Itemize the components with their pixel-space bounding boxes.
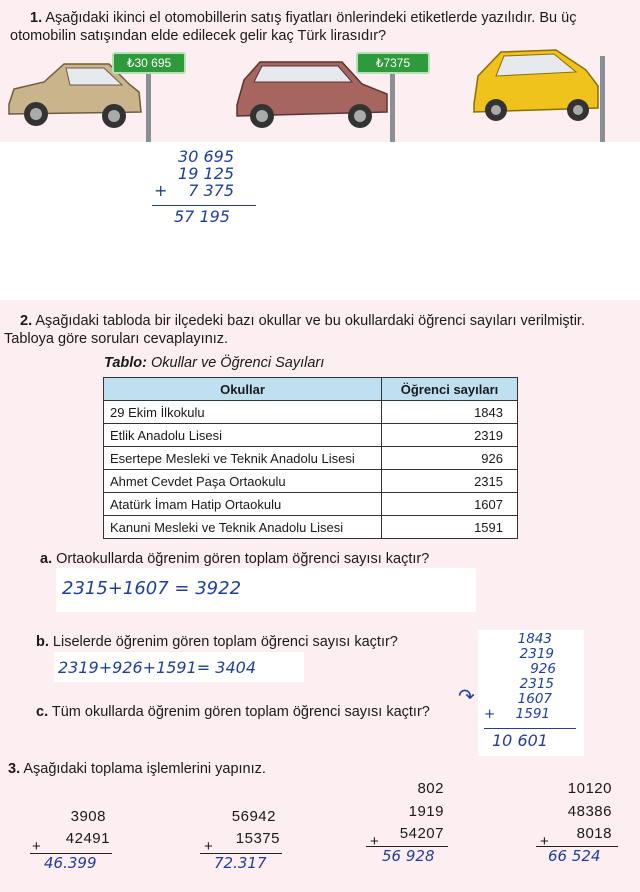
addition-problem-1 bbox=[30, 808, 112, 872]
table-header-row bbox=[104, 378, 518, 401]
school-cell: 29 Ekim İlkokulu bbox=[104, 401, 382, 424]
work-line: 1607 bbox=[517, 691, 552, 707]
school-cell: Etlik Anadolu Lisesi bbox=[104, 424, 382, 447]
subquestion-text: Tüm okullarda öğrenim gören toplam öğrenci sayısı kaçtır? bbox=[51, 704, 430, 720]
handwritten-answer-a: 2315+1607 = 3922 bbox=[62, 578, 242, 599]
arrow-icon: ↷ bbox=[458, 684, 475, 708]
count-cell: 1591 bbox=[382, 516, 518, 539]
work-line: 7 375 bbox=[188, 181, 234, 200]
question-1 bbox=[10, 9, 635, 45]
table-row bbox=[104, 516, 518, 539]
work-line: 2319 bbox=[519, 646, 554, 662]
school-cell: Ahmet Cevdet Paşa Ortaokulu bbox=[104, 470, 382, 493]
addend: 802 bbox=[417, 780, 444, 797]
column-header: Öğrenci sayıları bbox=[382, 378, 518, 401]
addend: 56942 bbox=[231, 808, 276, 825]
subquestion-a bbox=[40, 550, 429, 568]
handwritten-answer-b: 2319+926+1591= 3404 bbox=[58, 658, 256, 677]
question-text: Aşağıdaki toplama işlemlerini yapınız. bbox=[23, 761, 266, 777]
addend: 48386 bbox=[567, 803, 612, 820]
addend: 15375 bbox=[235, 830, 280, 847]
question-text-line1: Aşağıdaki ikinci el otomobillerin satış fiyatları önlerindeki etiketlerde yazılıdır. Bu üç bbox=[45, 10, 577, 26]
sign-pole bbox=[600, 56, 605, 142]
table-caption bbox=[104, 355, 324, 371]
answer-area-1 bbox=[0, 142, 640, 300]
plus-sign: + bbox=[370, 833, 380, 850]
subquestion-text: Ortaokullarda öğrenim gören toplam öğrenci sayısı kaçtır? bbox=[56, 551, 430, 567]
question-text-line1: Aşağıdaki tabloda bir ilçedeki bazı okullar ve bu okullardaki öğrenci sayıları verilmiştir. bbox=[35, 313, 585, 329]
addend: 54207 bbox=[399, 825, 444, 842]
subquestion-label: a. bbox=[40, 551, 53, 567]
question-text-line2: otomobilin satışından elde edilecek gelir kaç Türk lirasıdır? bbox=[10, 28, 387, 44]
work-line: 1843 bbox=[517, 631, 552, 647]
school-cell: Kanuni Mesleki ve Teknik Anadolu Lisesi bbox=[104, 516, 382, 539]
school-cell: Atatürk İmam Hatip Ortaokulu bbox=[104, 493, 382, 516]
handwritten-answer: 72.317 bbox=[214, 854, 267, 872]
plus-sign: + bbox=[484, 706, 496, 722]
plus-sign: + bbox=[154, 181, 168, 200]
question-number: 3. bbox=[8, 761, 21, 777]
handwritten-work-q1 bbox=[152, 148, 262, 225]
column-header: Okullar bbox=[104, 378, 382, 401]
question-number: 1. bbox=[30, 10, 43, 26]
sign-pole bbox=[390, 66, 395, 142]
work-line: 1591 bbox=[515, 706, 550, 722]
work-line: 926 bbox=[530, 661, 556, 677]
school-cell: Esertepe Mesleki ve Teknik Anadolu Lisesi bbox=[104, 447, 382, 470]
addend: 1919 bbox=[408, 803, 444, 820]
addend: 3908 bbox=[70, 808, 106, 825]
work-result: 10 601 bbox=[492, 731, 548, 750]
caption-label: Tablo: bbox=[104, 355, 147, 371]
handwritten-answer: 56 928 bbox=[382, 847, 435, 865]
addend: 8018 bbox=[576, 825, 612, 842]
table-row bbox=[104, 447, 518, 470]
count-cell: 2315 bbox=[382, 470, 518, 493]
subquestion-b bbox=[36, 633, 398, 651]
handwritten-work-q2 bbox=[484, 632, 576, 748]
subquestion-label: b. bbox=[36, 634, 49, 650]
car-hatchback-image bbox=[466, 46, 606, 126]
table-row bbox=[104, 424, 518, 447]
table-row bbox=[104, 470, 518, 493]
price-tag: ₺7375 bbox=[356, 52, 430, 74]
price-tag: ₺30 695 bbox=[112, 52, 186, 74]
car-illustration-band bbox=[0, 46, 640, 142]
table-row bbox=[104, 401, 518, 424]
count-cell: 1607 bbox=[382, 493, 518, 516]
subquestion-label: c. bbox=[36, 704, 49, 720]
schools-table bbox=[103, 377, 518, 539]
subquestion-c bbox=[36, 703, 430, 721]
question-3 bbox=[8, 760, 266, 778]
sign-pole bbox=[146, 62, 151, 142]
addition-problem-4 bbox=[536, 780, 618, 865]
addend: 10120 bbox=[567, 780, 612, 797]
handwritten-answer: 66 524 bbox=[548, 847, 601, 865]
caption-text: Okullar ve Öğrenci Sayıları bbox=[146, 355, 325, 371]
work-line: 19 125 bbox=[178, 164, 234, 183]
count-cell: 2319 bbox=[382, 424, 518, 447]
count-cell: 926 bbox=[382, 447, 518, 470]
question-text-line2: Tabloya göre soruları cevaplayınız. bbox=[4, 331, 229, 347]
addition-problem-2 bbox=[200, 808, 282, 872]
addition-problem-3 bbox=[366, 780, 448, 865]
work-line: 30 695 bbox=[178, 147, 234, 166]
handwritten-answer: 46.399 bbox=[44, 854, 97, 872]
plus-sign: + bbox=[32, 838, 42, 855]
addend: 42491 bbox=[65, 830, 110, 847]
work-result: 57 195 bbox=[174, 207, 230, 226]
table-row bbox=[104, 493, 518, 516]
question-number: 2. bbox=[20, 313, 33, 329]
plus-sign: + bbox=[204, 838, 214, 855]
question-2 bbox=[4, 312, 636, 348]
count-cell: 1843 bbox=[382, 401, 518, 424]
work-line: 2315 bbox=[519, 676, 554, 692]
plus-sign: + bbox=[540, 833, 550, 850]
subquestion-text: Liselerde öğrenim gören toplam öğrenci sayısı kaçtır? bbox=[52, 634, 398, 650]
